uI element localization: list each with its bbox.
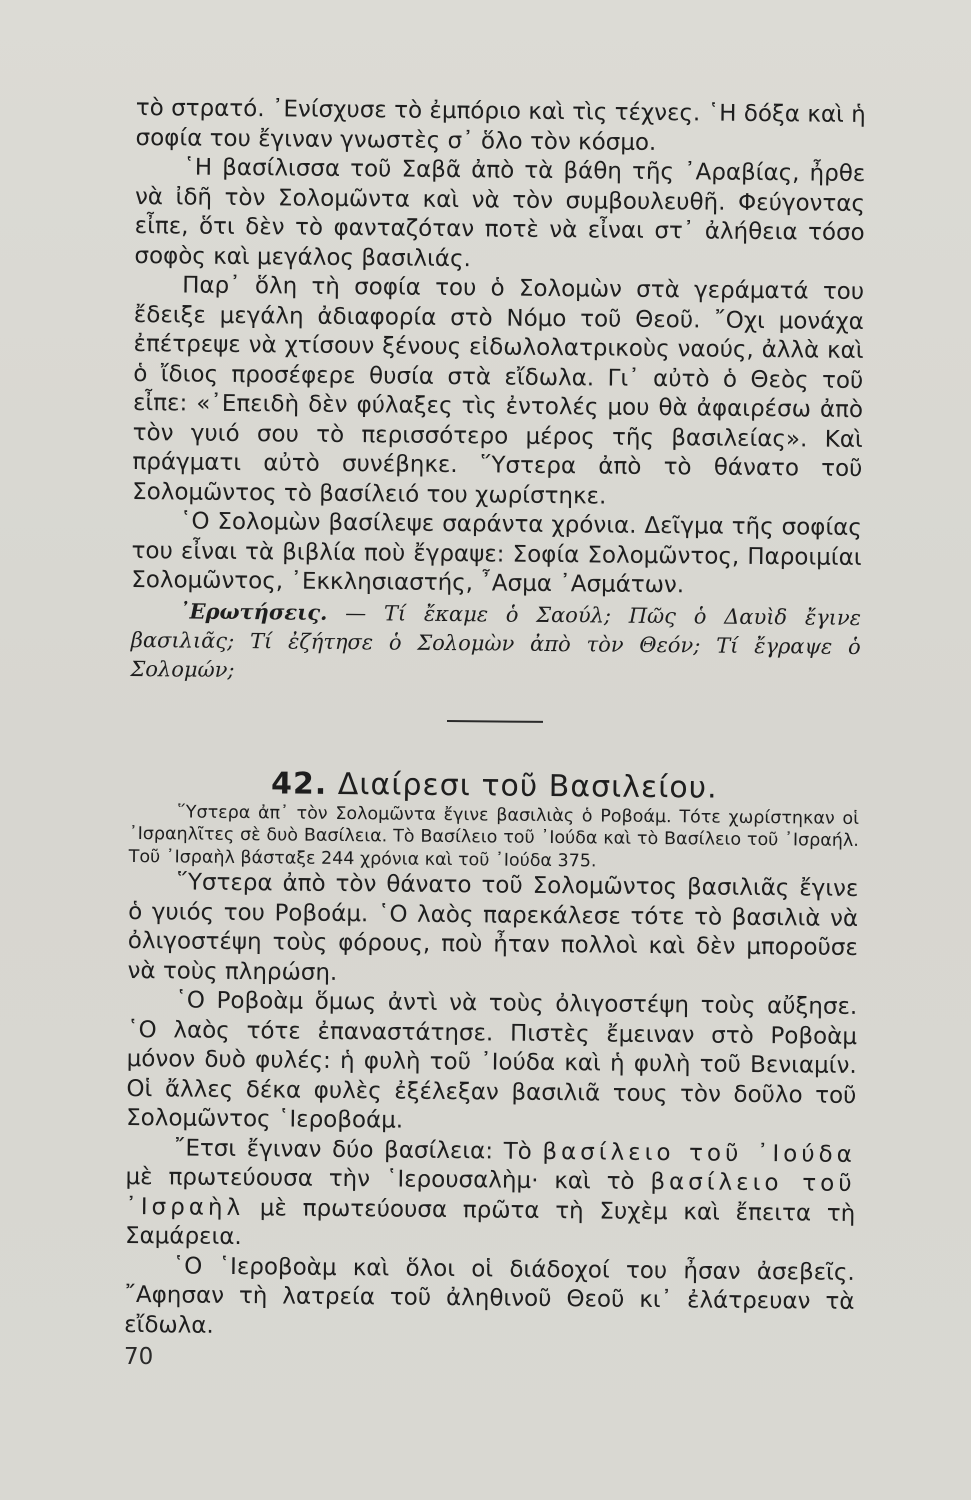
section-title: Διαίρεσι τοῦ Βασιλείου. (337, 766, 718, 806)
paragraph-intro-1: τὸ στρατό. ᾿Ενίσχυσε τὸ ἐμπόριο καὶ τὶς τέχνες. ῾Η δόξα καὶ ἡ σοφία του ἔγιναν γνωστὲς σ᾿ ὅλο τὸν κόσμο. (135, 94, 866, 156)
text-block (124, 94, 866, 1347)
kingdom-judah: βασίλειο τοῦ ᾿Ιούδα (542, 1138, 856, 1168)
questions-text: — Τί ἔκαμε ὁ Σαούλ; Πῶς ὁ Δαυὶδ ἔγινε βασιλιᾶς; Τί ἐζήτησε ὁ Σολομὼν ἀπὸ τὸν Θεόν; Τί ἔγραψε ὁ Σολομών; (130, 600, 862, 682)
kingdoms-text-1: ῎Ετσι ἔγιναν δύο βασίλεια: Τὸ (173, 1134, 543, 1165)
questions-label: ᾿Ερωτήσεις. (178, 597, 328, 625)
questions-block (130, 595, 861, 690)
paragraph-intro-3: Παρ᾿ ὅλη τὴ σοφία του ὁ Σολομὼν στὰ γεράματά του ἔδειξε μεγάλη ἀδιαφορία στὸ Νόμο τοῦ Θεοῦ. ῎Οχι μονάχα ἐπέτρεψε νὰ χτίσουν ξένους εἰδωλολατρικοὺς ναούς, ἀλλὰ καὶ ὁ ἴδιος προσέφερε θυσία στὰ εἴδωλα. Γι᾿ αὐτὸ ὁ Θεὸς τοῦ εἶπε: «᾿Επειδὴ δὲν φύλαξες τὶς ἐντολές μου θὰ ἀφαιρέσω ἀπὸ τὸν γυιό σου τὸ περισσότερο μέρος τῆς βασιλείας». Καὶ πράγματι αὐτὸ συνέβηκε. ῞Υστερα ἀπὸ τὸ θάνατο τοῦ Σολομῶντος τὸ βασίλειό του χωρίστηκε. (132, 272, 865, 510)
section-number: 42. (270, 765, 328, 802)
section-summary: ῞Υστερα ἀπ᾿ τὸν Σολομῶντα ἔγινε βασιλιὰς ὁ Ροβοάμ. Τότε χωρίστηκαν οἱ ᾿Ισραηλῖτες σὲ δυὸ Βασίλεια. Τὸ Βασίλειο τοῦ ᾿Ιούδα καὶ τὸ Βασίλειο τοῦ ᾿Ισραήλ. Τοῦ ᾿Ισραὴλ βάσταξε 244 χρόνια καὶ τοῦ ᾿Ιούδα 375. (128, 801, 860, 871)
kingdom-israel: βασίλειο τοῦ ᾿Ισραὴλ (125, 1168, 856, 1221)
page-number: 70 (124, 1344, 154, 1370)
kingdoms-text-3: μὲ πρωτεύουσα πρῶτα τὴ Συχὲμ καὶ ἔπειτα τὴ Σαμάρεια. (124, 1194, 856, 1251)
paragraph-intro-4: ῾Ο Σολομὼν βασίλεψε σαράντα χρόνια. Δεῖγμα τῆς σοφίας του εἶναι τὰ βιβλία ποὺ ἔγραψε: Σοφία Σολομῶντος, Παροιμίαι Σολομῶντος, ᾿Εκκλησιαστής, ῏Ασμα ᾿Ασμάτων. (131, 508, 862, 599)
paragraph-body-2: ῾Ο Ροβοὰμ ὅμως ἀντὶ νὰ τοὺς ὀλιγοστέψη τοὺς αὔξησε. ῾Ο λαὸς τότε ἐπαναστάτησε. Πιστὲς ἔμειναν στὸ Ροβοὰμ μόνον δυὸ φυλές: ἡ φυλὴ τοῦ ᾿Ιούδα καὶ ἡ φυλὴ τοῦ Βενιαμίν. Οἱ ἄλλες δέκα φυλὲς ἐξέλεξαν βασιλιᾶ τους τὸν δοῦλο τοῦ Σολομῶντος ῾Ιεροβοάμ. (126, 987, 858, 1134)
paragraph-closing: ῾Ο ῾Ιεροβοὰμ καὶ ὅλοι οἱ διάδοχοί του ἦσαν ἀσεβεῖς. ῎Αφησαν τὴ λατρεία τοῦ ἀληθινοῦ Θεοῦ κι᾿ ἐλάτρευαν τὰ εἴδωλα. (124, 1252, 855, 1339)
paragraph-body-1: ῞Υστερα ἀπὸ τὸν θάνατο τοῦ Σολομῶντος βασιλιᾶς ἔγινε ὁ γυιός του Ροβοάμ. ῾Ο λαὸς παρεκάλεσε τότε τὸ βασιλιὰ νὰ ὀλιγοστέψη τοὺς φόρους, ποὺ ἦταν πολλοὶ καὶ δὲν μποροῦσε νὰ τοὺς πληρώση. (127, 869, 859, 986)
paragraph-kingdoms (125, 1133, 856, 1258)
kingdoms-text-2: μὲ πρωτεύουσα τὴν ῾Ιερουσαλὴμ· καὶ τὸ (125, 1163, 651, 1195)
paragraph-intro-2: ῾Η βασίλισσα τοῦ Σαβᾶ ἀπὸ τὰ βάθη τῆς ᾿Αραβίας, ἦρθε νὰ ἰδῆ τὸν Σολομῶντα καὶ νὰ τὸν συμβουλευθῆ. Φεύγοντας εἶπε, ὅτι δὲν τὸ φανταζόταν ποτὲ νὰ εἶναι στ᾿ ἀλήθεια τόσο σοφὸς καὶ μεγάλος βασιλιάς. (134, 154, 866, 272)
section-divider (447, 720, 543, 723)
